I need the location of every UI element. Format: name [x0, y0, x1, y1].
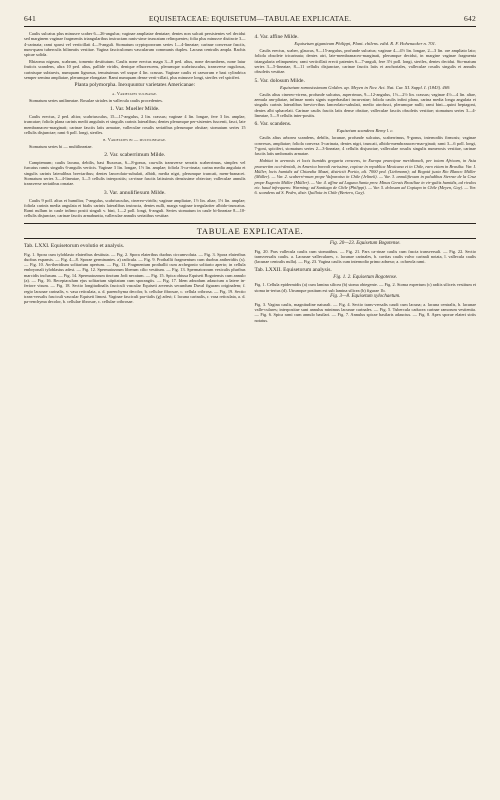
running-title: EQUISETACEAE: EQUISETUM—TABULAE EXPLICATAE. — [148, 14, 352, 23]
variety-group-b: b. Varietates bi — multilineatae. — [103, 136, 167, 142]
fig-3-8-heading: Fig. 3—8. Equisetum xylochaetum. — [330, 294, 401, 300]
variety-group-a-desc: Stomatum series unilineatae. Rosulae striales in vallecula caulis procedentes. — [29, 97, 163, 103]
fig-1-2-heading: Fig. 1. 2. Equisetum Bogotense. — [333, 274, 398, 280]
section-divider — [24, 223, 476, 224]
variety-4-title: 4. Var. affine Milde. — [254, 34, 299, 40]
variety-1-title: 1. Var. Mueller Milde. — [109, 105, 160, 112]
running-header — [24, 14, 476, 23]
tabulae-right-column — [255, 241, 477, 324]
variety-5-text: Caulis altus cinereo-virens, profunde sulcatus, asperrimus, 9—12-angulus, 1½—2½ lin. crassus; vaginae 4½—4 lin. altae, aemula am-pliatae, infimae nonis signis superbasilari incurvatae; foliola caulis infini plana, carina media longa angulata et singulis carinis lateralibus brevio-ribus lanceolato-subulati, medio atrofusci, plerumque nulli; rami bini—quini heptagoni, dentes albi sphacelati. Carinae caulis fasciis latis dense obsitae, valleculae fasciis obsoletis vestitae; stomatum series 3—4-lineatae, 5—9 cellulis inter-positis. — [254, 91, 476, 118]
variety-6-text: Caulis altus arborea scandens, debilis, lacunae, profunde sulcatus, scaberrimus, 9-gonus, internodiis firmosis; vaginae convexas, ampliatae; foliola convexa 3-carinata, dentes nigri, truncati, albido-membranaceo-mar-ginati; rami 3—6 poll. longi, 7-goni, spiciferi, stomatum series 2—3-lineatae, 4 cellulis disjunctae, valleculae rosulis singulis numerosis vestitae, carinae fasciis latis umbonatis armatae. — [254, 135, 476, 157]
tabulae-title: TABULAE EXPLICATAE. — [196, 226, 304, 237]
tabulae-columns — [24, 241, 476, 324]
tab-71-text: Fig. 1. Spora cum tyloblasto elateribus destituta. — Fig. 2. Spora elateribus duobus circumvoluta. — Fig. 3. Spora elateribus duobus expansis. — Fig. 4—8. Sporae germinantes. a) radicula. — Fig. 9. Prothallii fragmentum cum duobus antheridiis (x). — Fig. 10. An-theridium solitarium apertum. — Fig. 11. Fragmentum prothallii cum archegonio solitario aperto; in cellula embryonali tyloblastus adest. — Fig. 12. Spermatozoum liberum cilio vestitum. — Fig. 13. Spermatozoum vesiculis pluribus marcidis inclusum. — Fig. 14. Spermatozoum tinctum Jodi necatum. — Fig. 15. Spica obtusa Equiseti Bogotensis cum annulo (a). — Fig. 16. Receptaculum ejus solitarium stipitatum cum sporangiis. — Fig. 17. Idem adnodum adauctum a latere in-feriore visum. — Fig. 18. Sectio longitudinalis fasciculi vascular Equiseti arvensis secundum Duval figuram originalem; f. regio lacunae carinalis, v. vasa reticulata, a. d. parenchyma decolor, b. cellulae fibrosae, c. cellula cribrosa. — Fig. 19. Sectio trans-versalis fasciculi vascular Equiseti limosi. Vaginae fasciculi par-tialis (g) adest; f. lacuna carinalis, r. vasa reticulata, a. d. pa-renchyma decolor, b. cellulae fibrosae, c. cellulae cribrosae. — [24, 251, 246, 305]
variety-5-title: 5. Var. dolosum Milde. — [254, 77, 305, 84]
variety-4-synonym: Equisetum giganteum Philippi, Plant. chilens. edid. R. F. Hohenacker n. 701. — [294, 41, 437, 46]
tabulae-rule — [24, 238, 476, 239]
species-description: Caulis sulcatus plus minusve scaber 6—26-angulus; vaginae ampliatae dentatae; dentes non sulcati persistentes vel decidui sed marginem vaginae fragmentis triangularibus instructam ranis-sime truncatum relinquentes; folia plus minusve distincte 3—4-carinata; rami sparsi vel verticillati 4—9-anguli. Stomatum cryptopororum series 1—4-lineatae; carinae convexae fasciis, num-quam tuberculis bilineatis vestitae. Vagina fasciculorum vascularum communis duplex. Lacuna centralis ampla. Rachis spicae solida. — [24, 31, 246, 58]
tab-71-heading: Tab. LXXI. Equisetorum evolutio et analysis. — [24, 243, 125, 250]
main-columns — [24, 31, 476, 220]
variety-5-synonym: Equisetum ramosissimum Golden. ap. Meyen in Nov. Act. Nat. Cur. XI. Suppl. I. (1843). 469. — [280, 84, 451, 90]
page-number-left: 641 — [24, 14, 36, 23]
tab-72-heading: Tab. LXXII. Equisetorum analysis. — [254, 266, 332, 273]
variety-3-text: Caulis 9 poll. altus et humilior, 7-angulus, scabriusculus, cinereo-viridis; vaginae ampliatae, 1½ lin. altae, 1½ lin. amplae; foliola carinis media angulata et bialis carinis lateralibus instructa, dentes nulli, marga vaginae irregulariter albido-truncatus. Rami nullum in caule infimo positi singuli v. bini, 1—2 poll. longi, 6-anguli. Series stomatum in caule bi-lineatae 8—10-cellulis disjunctae, carinae fasciis armabuntta, valleculae annulis seriatibus vestitae. — [24, 197, 246, 219]
left-column — [24, 31, 246, 220]
fig-20-23-text: Fig. 20. Pars vallecula caulis cum stomatibus. — Fig. 21. Pars ca-rinae caulis cum fascia transversali. — Fig. 22. Sectio transversalis caulis. a. Lacunae valleculares, c. lacunae carinales, b. cavitas caulis valvo carinali notata, l. vallecula caulis (lacunae centralis nulla). — Fig. 23. Vagina caulis cum internodio primo adnexo; a. ochreola rami. — [254, 248, 476, 265]
variety-2-title: 2. Var. scaberrimum Milde. — [104, 151, 166, 158]
variety-2-text: Campiemum; caulis lacuna, debilis, basi Ruxosus, 6—8-gonus, cau-ulis transverse serratis scaberrimus, simplex vel furcatus ramis singulis 6-angulis verticis. Vaginae 3 lin. longae, 1½ lin. amplae; foliola 3-ca-rinata; carina media angulata et singulis carinis lateralibus breviaribus; dentes lanceolato-subulati, albidi, media nigri, plerumque truncati, mem-branacei. Stomatum series 3—4-lineatae, 3—5 cellulis interpositis; ca-rinae fasciis latissimis densissime obtectae; valleculae annulis transverse seriatibus ornatae. — [24, 160, 246, 187]
page-number-right: 642 — [463, 14, 476, 23]
variety-group-b-desc: Stomatum series bi — multilineatae. — [29, 143, 93, 149]
fig-3-8-text: Fig. 3. Vagina caulis, magnitudine naturali. — Fig. 4. Sectio trans-versalis caudi cum lacuna; a. lacuna centralis, b. lacunae valle-culares; interpositae sunt annulus minimus lacunae carinales. — Fig. 5. Tubercula caducea carinae ramorum vestientia. — Fig. 6. Spica rami cum annulo basilari. — Fig. 7. Annulus spicae basilaris adauctus. — Fig. 8. Apex sporae elateri striis notatus. — [254, 301, 476, 323]
variety-3-title: 3. Var. annulifiexum Milde. — [103, 189, 166, 196]
fig-20-23-heading: Fig. 20—23. Equisetum Bogotense. — [329, 241, 401, 247]
variety-group-a: a. Varietates sulinatae. — [112, 90, 158, 96]
variety-6-synonym: Equisetum scandens Remy l. c. — [336, 128, 394, 134]
header-rule — [24, 26, 476, 27]
fig-1-2-text: Fig. 1. Cellula epidermidis (a) cum lamina silicea (b) stoma obtegente. — Fig. 2. Stoma expertum (c) radiis siliceis vestitum et stoma in-terius (d). Utrumque positum est sub lamina silicea (b) figurae 1b. — [254, 282, 476, 293]
tabulae-left-column — [24, 241, 246, 324]
section-intro: Planta polymorpha. Inexquuntur varietates Americanae: — [74, 82, 195, 89]
right-column — [255, 31, 477, 220]
variety-4-text: Caulis erectus, scaber, glaucus, 9—15-angulus, profunde sulcatus; vaginae 4—4½ lin. longae, 2—3 lin. ore ampliato lato; foliola obsolete tricarinata; dentes atri, late-membranaceo-marginati, plerumque decidui, in margine vaginae fragmenta triangularia relinquentes; rami verticillati erecti patentes 6—7-anguli, fere 3½ poll. longi, steriles, dentes decidui. Sto-matum series 3—5-lineatae, 8—11 cellulis disjunctae, carinae fasciis latis et anchoriales, valleculae rosulis singulis et annulis obsoletis vestitae. — [254, 48, 476, 75]
variety-1-text: Caulis erectus, 2 ped. altior, scabriusculus, 15—17-angulus, 2 lin. crassus; vaginae 4 lin. longae, fere 3 lin. amplae, truncatae; foliola plana carinis medii angulatis et singulis carinis lateralibus; dentes plerumque per-sistentes fuscenti, fasci, late membranaceo-marginati; carinae fasciis latis armatae, valleculae rosulis seriatibus plerumque obsitae; stomatum series 15 cellulis disjunctae; rami 6 poll. longi, steriles. — [24, 113, 246, 135]
species-description-2: Rhizoma nigrum, scabrum, tomento destitutum. Caulis none erectus magn 3—8 ped. altus, none decumbens, none latur fruticis scandens, altra 10 ped. altus, pallide viridis, denique efluorescens, plerumque scabriusculus, transverse rugulosus, carinisque subtarvis, numquam lignosus, tenuissimus vel usque 4 lin. crassus. Vaginae caulis et caesorum e basi cylindrica semper semina ampliatae, plerumque elongatae. Rami numquam dense verti-cillati, plus minusve longi, steriles vel spiciferi. — [24, 59, 246, 80]
variety-6-title: 6. Var. scandens. — [254, 121, 292, 128]
habitat-text: Habitat in arenosis et locis humidis gregaria crescens, in Europa praecipue meridionali, per totam Africam, in Asia praesertim occi-dentali, in America boreali rarissime, copiose in republica Mexicana et in Chile, raro etiam in Brasilia. Var. I. Müller, locis humidis ad Chiandia Mazzi, districtit Portia, alt. 7000 ped. (Liebmann); ad Bogotá juxta Rio Blanco Müller (Müller). — Var. 2. scaberri-mum prope Valparaiso in Chile (Jelinek). — Var. 3. annulifiexum in paludibus Sierrae de la Cruz prope Eugenio Müller (Müller). — Var. 4. affine ad Laguna Santa prov. Minas Gerais Brasiliae in vir-gultis humidis, ad rivulos etc. haud infrequens: Warming; ad Santiago de Chile (Philippi). — Var. 5. dolosum ad Copiapo in Chile (Meyen, Gay). — Var. 6. scandens ad S. Pedro, distr. Quillota in Chile (Bertero, Gay). — [254, 158, 477, 196]
